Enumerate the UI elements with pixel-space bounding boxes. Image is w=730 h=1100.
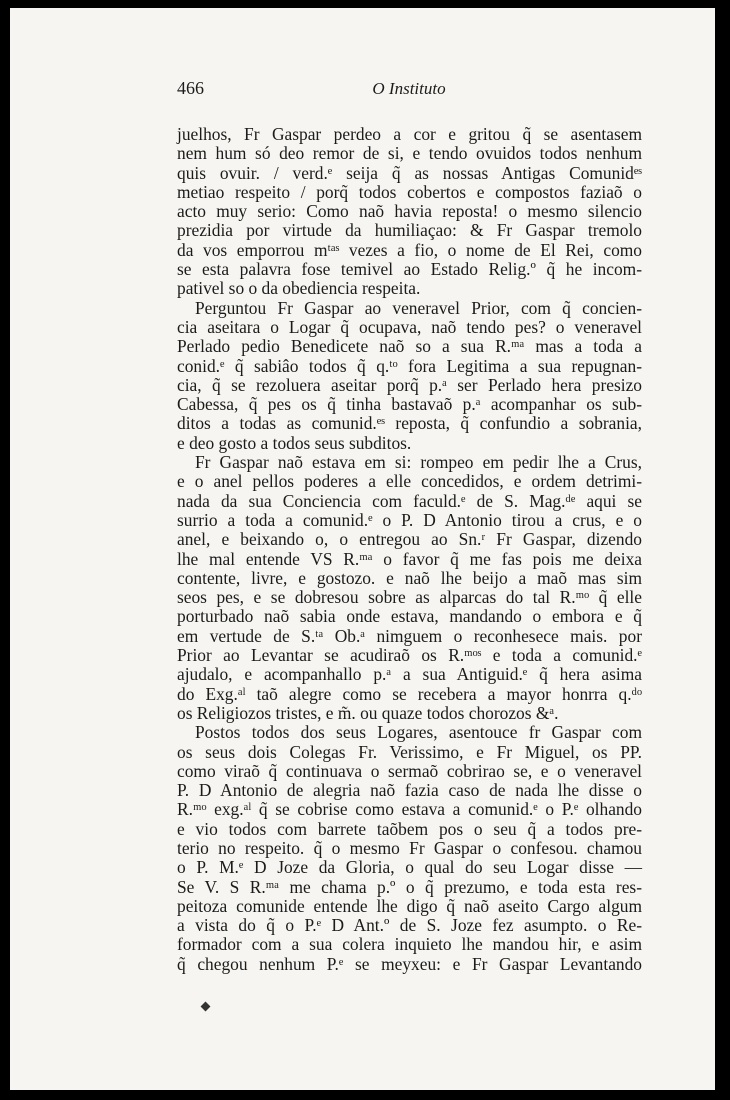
text-line: se esta palavra fose temivel ao Estado Relig.º q̃ he incom- xyxy=(177,259,642,280)
text-line: Perguntou Fr Gaspar ao veneravel Prior, com q̃ concien- xyxy=(195,297,642,318)
text-line: em vertude de S.ᵗᵃ Ob.ᵃ nimguem o reconhesece mais. por xyxy=(177,625,642,646)
text-line: nem hum só deo remor de si, e tendo ovuidos todos nenhum xyxy=(177,143,642,164)
text-line: Cabessa, q̃ pes os q̃ tinha bastavaõ p.ᵃ acompanhar os sub- xyxy=(177,394,642,415)
text-line: juelhos, Fr Gaspar perdeo a cor e gritou q̃ se asentasem xyxy=(177,124,642,144)
body-text xyxy=(177,125,642,974)
text-line: peitoza comunide entende lhe digo q̃ naõ aseito Cargo algum xyxy=(177,895,642,916)
text-line: prezidia por virtude da humiliaçao: & Fr Gaspar tremolo xyxy=(177,220,642,241)
text-line: e vio todos com barrete taõbem pos o seu q̃ a todos pre- xyxy=(177,818,642,839)
text-line: metiao respeito / porq̃ todos cobertos e compostos faziaõ o xyxy=(177,181,642,202)
text-line: e o anel pellos poderes a elle concedidos, e ordem detrimi- xyxy=(177,471,642,492)
text-line: terio no respeito. q̃ o mesmo Fr Gaspar o confesou. chamou xyxy=(177,837,642,858)
running-title: O Instituto xyxy=(372,79,446,98)
ornament-mark xyxy=(201,1002,211,1012)
text-line: como viraõ q̃ continuava o sermaõ cobrirao se, e o veneravel xyxy=(177,760,642,781)
text-line: Prior ao Levantar se acudirаõ os R.ᵐᵒˢ e toda a comunid.ᵉ xyxy=(177,645,642,666)
book-page xyxy=(10,8,715,1090)
text-line: e deo gosto a todos seus subditos. xyxy=(177,432,412,453)
text-line: quis ovuir. / verd.ᵉ seija q̃ as nossas Antigas Comunidᵉˢ xyxy=(177,162,642,183)
text-line: da vos emporrou mᵗᵃˢ vezes a fio, o nome de El Rei, como xyxy=(177,239,642,260)
text-line: lhe mal entende VS R.ᵐᵃ o favor q̃ me fas pois me deixa xyxy=(177,548,642,569)
page-header xyxy=(177,78,641,102)
text-line: Postos todos dos seus Logares, asentouce fr Gaspar com xyxy=(195,722,642,743)
text-line: o P. M.ᵉ D Joze da Gloria, o qual do seu Logar disse — xyxy=(177,857,642,878)
text-line: conid.ᵉ q̃ sabiâo todos q̃ q.ᵗᵒ fora Legitima a sua repugnan- xyxy=(177,355,642,376)
text-line: formador com a sua colera inquieto lhe mandou hir, e asim xyxy=(177,934,642,955)
text-line: ajudalo, e acompanhallo p.ᵃ a sua Antiguid.ᵉ q̃ hera asima xyxy=(177,664,642,685)
text-line: P. D Antonio de alegria naõ fazia caso de nada lhe disse o xyxy=(177,780,642,801)
text-line: os seus dois Colegas Fr. Verissimo, e Fr Miguel, os PP. xyxy=(177,741,642,762)
text-line: do Exg.ᵃˡ taõ alegre como se recebera a mayor honrra q.ᵈᵒ xyxy=(177,683,642,704)
text-line: anel, e beixando o, o entregou ao Sn.ʳ Fr Gaspar, dizendo xyxy=(177,529,642,550)
text-line: os Religiozos tristes, e m̃. ou quaze todos chorozos &ᵃ. xyxy=(177,702,559,723)
text-line: nada da sua Conciencia com faculd.ᵉ de S. Mag.ᵈᵉ aqui se xyxy=(177,490,642,511)
text-line: Fr Gaspar naõ estava em si: rompeo em pedir lhe a Crus, xyxy=(195,452,642,473)
text-line: q̃ chegou nenhum P.ᵉ se meyxeu: e Fr Gaspar Levantando xyxy=(177,953,642,974)
text-line: surrio a toda a comunid.ᵉ o P. D Antonio tirou a crus, e o xyxy=(177,509,642,530)
text-line: a vista do q̃ o P.ᵉ D Ant.º de S. Joze fez asumpto. o Re- xyxy=(177,915,642,936)
text-line: porturbado naõ sabia onde estava, mandando o embora e q̃ xyxy=(177,606,642,627)
text-line: cia aseitara o Logar q̃ ocupava, naõ tendo pes? o veneravel xyxy=(177,316,642,337)
text-line: Perlado pedio Benedicete naõ so a sua R.ᵐᵃ mas a toda a xyxy=(177,336,642,357)
text-line: ditos a todas as comunid.ᵉˢ reposta, q̃ confundio a sobrania, xyxy=(177,413,642,434)
text-line: cia, q̃ se rezoluera aseitar porq̃ p.ᵃ ser Perlado hera presizo xyxy=(177,374,642,395)
text-line: seos pes, e se dobresou sobre as alparcas do tal R.ᵐᵒ q̃ elle xyxy=(177,587,642,608)
text-line: contente, livre, e gostozo. e naõ lhe beijo a maõ mas sim xyxy=(177,567,642,588)
page-number: 466 xyxy=(177,78,204,98)
text-line: Se V. S R.ᵐᵃ me chama p.º o q̃ prezumo, e toda esta res- xyxy=(177,876,642,897)
text-line: acto muy serio: Como naõ havia reposta! o mesmo silencio xyxy=(177,201,642,222)
text-line: R.ᵐᵒ exg.ᵃˡ q̃ se cobrise como estava a comunid.ᵉ o P.ᵉ olhando xyxy=(177,799,642,820)
text-line: pativel so o da obediencia respeita. xyxy=(177,278,421,299)
